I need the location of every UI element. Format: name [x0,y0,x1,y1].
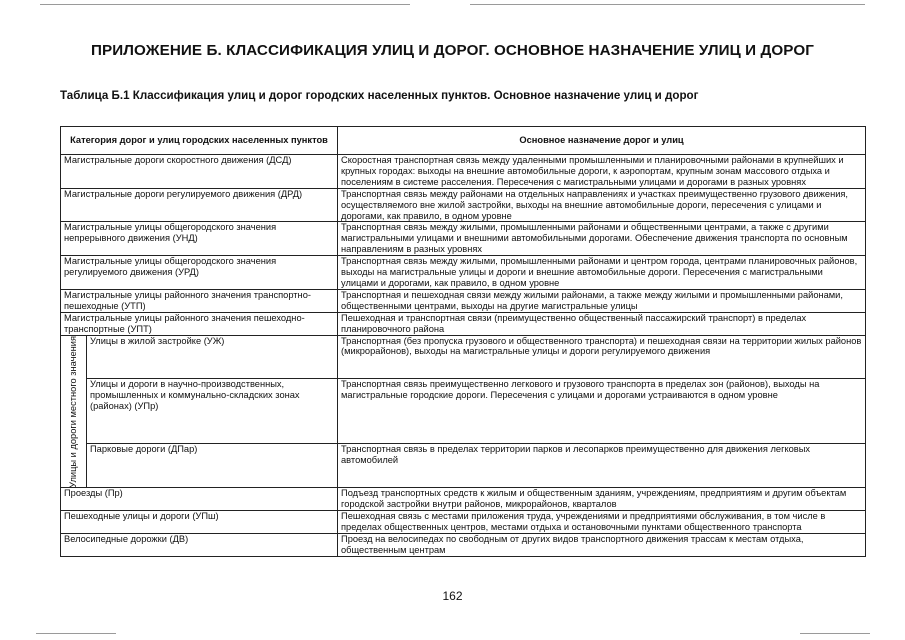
local-group-label-cell [61,335,87,488]
table-row [61,256,866,290]
local-group-label: Улицы и дороги местного значения [68,335,79,488]
row-purpose: Скоростная транспортная связь между удаленными промышленными и планировочными районами в крупнейших и крупных городах: выходы на внешние автомобильные дороги, к аэропортам, крупным зонам массового отдыха и поселениям в системе расселения. Пересечения с магистральными улицами и дорогами в разных уровнях [338,155,866,189]
table-row [61,222,866,256]
page-title: ПРИЛОЖЕНИЕ Б. КЛАССИФИКАЦИЯ УЛИЦ И ДОРОГ. ОСНОВНОЕ НАЗНАЧЕНИЕ УЛИЦ И ДОРОГ [91,42,814,59]
row-category: Магистральные улицы общегородского значения непрерывного движения (УНД) [61,222,338,256]
row-purpose: Транспортная связь в пределах территории парков и лесопарков преимущественно для движения легковых автомобилей [338,444,866,488]
header-purpose: Основное назначение дорог и улиц [338,127,866,155]
row-purpose: Транспортная связь между жилыми, промышленными районами и центром города, центрами планировочных районов, выходы на магистральные улицы и дороги и внешние автомобильные дороги. Пересечения с магистральными улицами и дорогами, как правило, в одном уровне [338,256,866,290]
scan-edge-bottom-right [800,633,870,634]
row-category: Магистральные дороги регулируемого движения (ДРД) [61,188,338,222]
row-category: Велосипедные дорожки (ДВ) [61,533,338,556]
table-row [61,312,866,335]
table-row [61,289,866,312]
row-category: Магистральные улицы районного значения пешеходно-транспортные (УПТ) [61,312,338,335]
row-purpose: Пешеходная связь с местами приложения труда, учреждениями и предприятиями обслуживания, в том числе в пределах общественных центров, местами отдыха и остановочными пунктами общественного транспорта [338,511,866,534]
row-category: Пешеходные улицы и дороги (УПш) [61,511,338,534]
header-category: Категория дорог и улиц городских населенных пунктов [61,127,338,155]
table-row [61,379,866,444]
row-purpose: Транспортная (без пропуска грузового и общественного транспорта) и пешеходная связи на территории жилых районов (микрорайонов), выходы на магистральные улицы и дороги регулируемого движения [338,335,866,379]
row-category: Парковые дороги (ДПар) [87,444,338,488]
table-row [61,511,866,534]
row-category: Магистральные улицы общегородского значения регулируемого движения (УРД) [61,256,338,290]
row-purpose: Транспортная связь преимущественно легкового и грузового транспорта в пределах зон (районов), выходы на магистральные городские дороги. Пересечения с улицами и дорогами устраиваются в одном уровне [338,379,866,444]
row-purpose: Транспортная связь между жилыми, промышленными районами и общественными центрами, а также с другими магистральными улицами и внешними автомобильными дорогами. Обеспечение движения транспорта по основным направлениям в разных уровнях [338,222,866,256]
scan-edge-bottom-left [36,633,116,634]
table-row [61,155,866,189]
row-purpose: Транспортная связь между районами на отдельных направлениях и участках преимущественно грузового движения, осуществляемого вне жилой застройки, выходы на внешние автомобильные дороги, пересечения с улицами и дорогами, как правило, в одном уровне [338,188,866,222]
row-category: Магистральные улицы районного значения транспортно-пешеходные (УТП) [61,289,338,312]
row-purpose: Пешеходная и транспортная связи (преимущественно общественный пассажирский транспорт) в пределах планировочного района [338,312,866,335]
table-row [61,335,866,379]
table-caption: Таблица Б.1 Классификация улиц и дорог городских населенных пунктов. Основное назначение улиц и дорог [60,89,699,102]
table-row [61,533,866,556]
row-purpose: Транспортная и пешеходная связи между жилыми районами, а также между жилыми и промышленными районами, общественными центрами, выходы на другие магистральные улицы [338,289,866,312]
table-row [61,444,866,488]
row-purpose: Проезд на велосипедах по свободным от других видов транспортного движения трассам к местам отдыха, общественным центрам [338,533,866,556]
table-header-row [61,127,866,155]
row-purpose: Подъезд транспортных средств к жилым и общественным зданиям, учреждениям, предприятиям и другим объектам городской застройки внутри районов, микрорайонов, кварталов [338,488,866,511]
page-number: 162 [442,589,463,603]
classification-table [60,126,866,557]
table-row [61,488,866,511]
scan-edge-top-right [470,4,865,5]
row-category: Улицы и дороги в научно-производственных, промышленных и коммунально-складских зонах (районах) (УПр) [87,379,338,444]
scan-edge-top-left [40,4,410,5]
row-category: Магистральные дороги скоростного движения (ДСД) [61,155,338,189]
row-category: Проезды (Пр) [61,488,338,511]
table-row [61,188,866,222]
row-category: Улицы в жилой застройке (УЖ) [87,335,338,379]
